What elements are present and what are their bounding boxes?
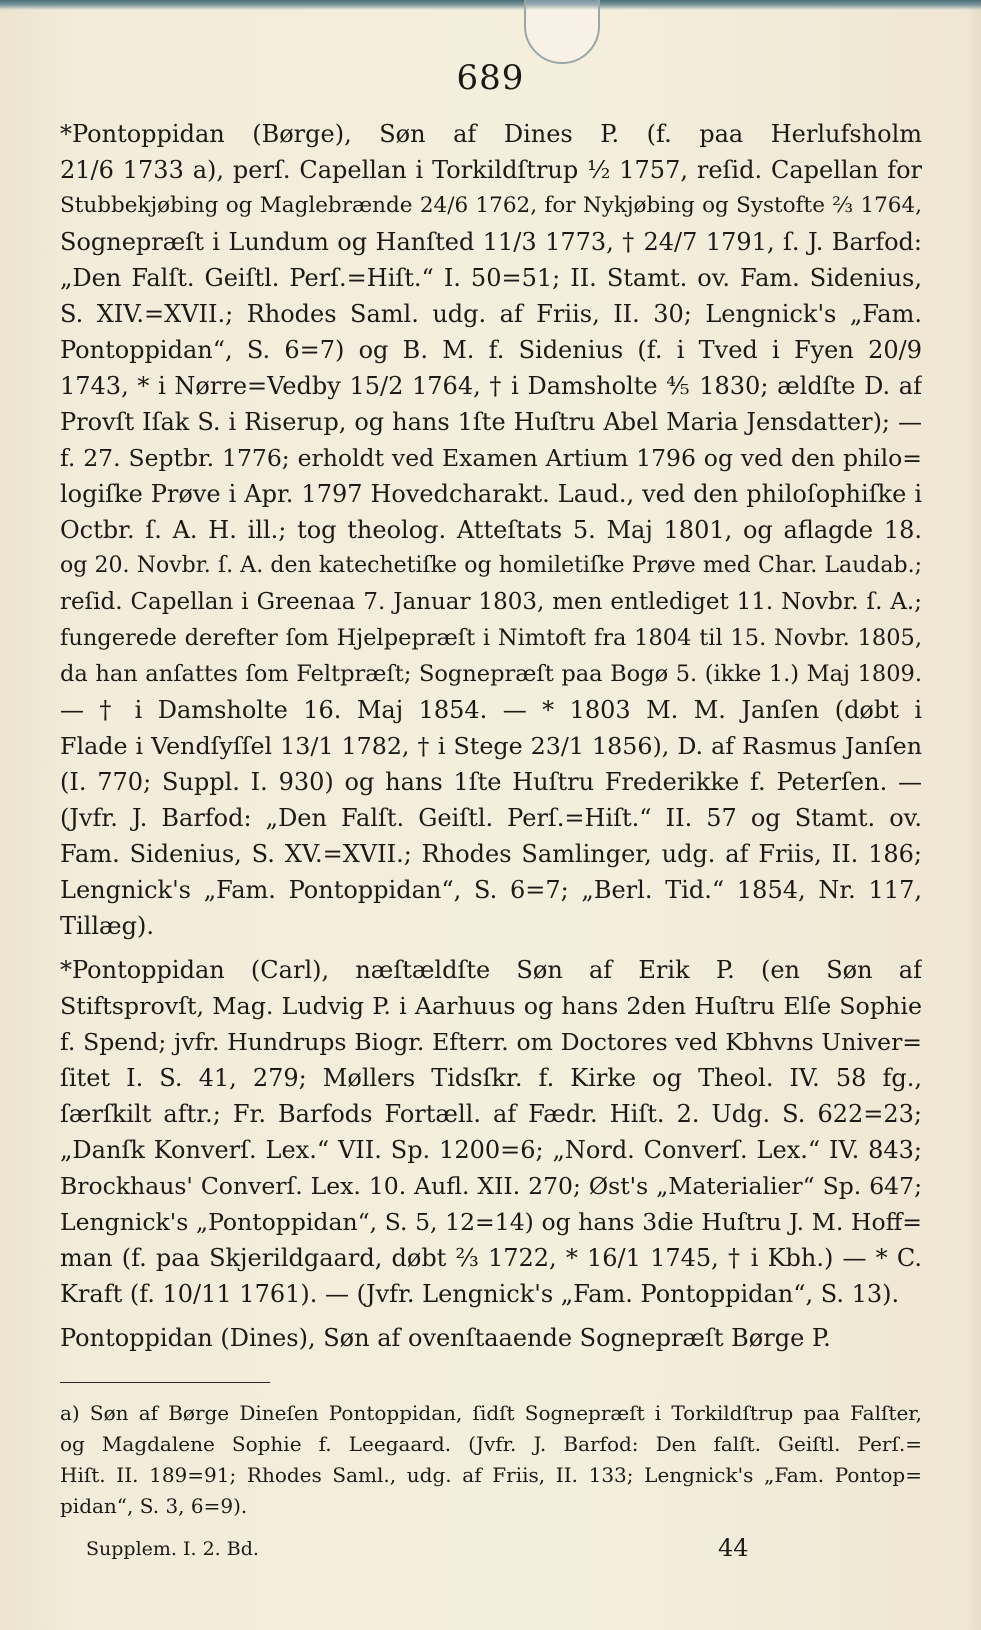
- footnote: [60, 1398, 922, 1522]
- text-line: reſid. Capellan i Greenaa 7. Januar 1803, men entlediget 11. Novbr. ſ. A.;: [60, 589, 922, 615]
- paper-tab: [524, 0, 600, 64]
- paragraph-gap: [60, 1312, 922, 1320]
- text-line: S. XIV.=XVII.; Rhodes Saml. udg. af Friis, II. 30; Lengnick's „Fam.: [60, 300, 922, 328]
- text-line: Tillæg).: [60, 912, 154, 940]
- text-line: Flade i Vendſyſſel 13/1 1782, † i Stege 23/1 1856), D. af Rasmus Janſen: [60, 732, 922, 760]
- text-line: f. Spend; jvfr. Hundrups Biogr. Efterr. om Doctores ved Kbhvns Univer=: [60, 1028, 922, 1056]
- entry-dines: [60, 1320, 922, 1356]
- text-line: Lengnick's „Fam. Pontoppidan“, S. 6=7; „Berl. Tid.“ 1854, Nr. 117,: [60, 876, 922, 904]
- footnote-divider: [60, 1382, 270, 1383]
- text-line: Pontoppidan“, S. 6=7) og B. M. f. Sidenius (f. i Tved i Fyen 20/9: [60, 336, 922, 364]
- text-line: ſærſkilt aftr.; Fr. Barfods Fortæll. af Fædr. Hiſt. 2. Udg. S. 622=23;: [60, 1100, 922, 1128]
- text-line: *Pontoppidan (Carl), næſtældſte Søn af Erik P. (en Søn af: [60, 956, 922, 984]
- footnote-line: a) Søn af Børge Dineſen Pontoppidan, ſidſt Sognepræſt i Torkildſtrup paa Falſter,: [60, 1401, 922, 1425]
- text-line: Pontoppidan (Dines), Søn af ovenſtaaende Sognepræſt Børge P.: [60, 1324, 831, 1352]
- page-edge-shadow: [967, 0, 981, 1630]
- text-line: Provſt Iſak S. i Riserup, og hans 1ſte Huſtru Abel Maria Jensdatter); —: [60, 408, 922, 436]
- footnote-line: og Magdalene Sophie f. Leegaard. (Jvfr. J. Barfod: Den falſt. Geiſtl. Perſ.=: [60, 1432, 922, 1456]
- text-line: man (f. paa Skjerildgaard, døbt ⅔ 1722, * 16/1 1745, † i Kbh.) — * C.: [60, 1244, 922, 1272]
- text-line: fungerede derefter ſom Hjelpepræſt i Nimtoft fra 1804 til 15. Novbr. 1805,: [60, 625, 922, 651]
- page-top-edge: [0, 0, 981, 10]
- footnote-line: pidan“, S. 3, 6=9).: [60, 1494, 248, 1518]
- text-line: „Danſk Konverſ. Lex.“ VII. Sp. 1200=6; „Nord. Converſ. Lex.“ IV. 843;: [60, 1136, 922, 1164]
- sheet-number: 44: [718, 1534, 749, 1562]
- page-number: 689: [456, 58, 525, 98]
- text-line: 21/6 1733 a), perſ. Capellan i Torkildſtrup ½ 1757, reſid. Capellan for: [60, 156, 922, 184]
- text-line: Stubbekjøbing og Maglebrænde 24/6 1762, for Nykjøbing og Systofte ⅔ 1764,: [60, 193, 922, 218]
- text-line: Stiftsprovſt, Mag. Ludvig P. i Aarhuus og hans 2den Huſtru Elſe Sophie: [60, 992, 922, 1020]
- text-line: (I. 770; Suppl. I. 930) og hans 1ſte Huſtru Frederikke f. Peterſen. —: [60, 768, 922, 796]
- main-text: [60, 116, 922, 1356]
- entry-borge: [60, 116, 922, 944]
- text-line: ſitet I. S. 41, 279; Møllers Tidsſkr. f. Kirke og Theol. IV. 58 fg.,: [60, 1064, 922, 1092]
- footnote-line: Hiſt. II. 189=91; Rhodes Saml., udg. af Friis, II. 133; Lengnick's „Fam. Pontop=: [60, 1463, 922, 1487]
- text-line: f. 27. Septbr. 1776; erholdt ved Examen Artium 1796 og ved den philo=: [60, 444, 922, 472]
- text-line: 1743, * i Nørre=Vedby 15/2 1764, † i Damsholte ⅘ 1830; ældſte D. af: [60, 372, 922, 400]
- paragraph-gap: [60, 944, 922, 952]
- text-line: — † i Damsholte 16. Maj 1854. — * 1803 M. M. Janſen (døbt i: [60, 696, 922, 724]
- text-line: (Jvfr. J. Barfod: „Den Falſt. Geiſtl. Perſ.=Hiſt.“ II. 57 og Stamt. ov.: [60, 804, 922, 832]
- text-line: Fam. Sidenius, S. XV.=XVII.; Rhodes Samlinger, udg. af Friis, II. 186;: [60, 840, 922, 868]
- text-line: da han anſattes ſom Feltpræſt; Sognepræſt paa Bogø 5. (ikke 1.) Maj 1809.: [60, 661, 922, 687]
- text-line: Lengnick's „Pontoppidan“, S. 5, 12=14) og hans 3die Huſtru J. M. Hoff=: [60, 1208, 922, 1236]
- text-line: *Pontoppidan (Børge), Søn af Dines P. (f. paa Herlufsholm: [60, 120, 922, 148]
- signature-mark: Supplem. I. 2. Bd.: [86, 1538, 259, 1560]
- text-line: Octbr. ſ. A. H. ill.; tog theolog. Atteſtats 5. Maj 1801, og aflagde 18.: [60, 516, 922, 544]
- text-line: og 20. Novbr. ſ. A. den katechetiſke og homiletiſke Prøve med Char. Laudab.;: [60, 553, 922, 578]
- entry-carl: [60, 952, 922, 1312]
- text-line: logiſke Prøve i Apr. 1797 Hovedcharakt. Laud., ved den philoſophiſke i: [60, 480, 922, 508]
- text-line: Sognepræſt i Lundum og Hanſted 11/3 1773, † 24/7 1791, ſ. J. Barfod:: [60, 228, 922, 256]
- text-line: Brockhaus' Converſ. Lex. 10. Aufl. XII. 270; Øst's „Materialier“ Sp. 647;: [60, 1172, 922, 1200]
- text-line: „Den Falſt. Geiſtl. Perſ.=Hiſt.“ I. 50=51; II. Stamt. ov. Fam. Sidenius,: [60, 264, 922, 292]
- text-line: Kraft (f. 10/11 1761). — (Jvfr. Lengnick's „Fam. Pontoppidan“, S. 13).: [60, 1280, 900, 1308]
